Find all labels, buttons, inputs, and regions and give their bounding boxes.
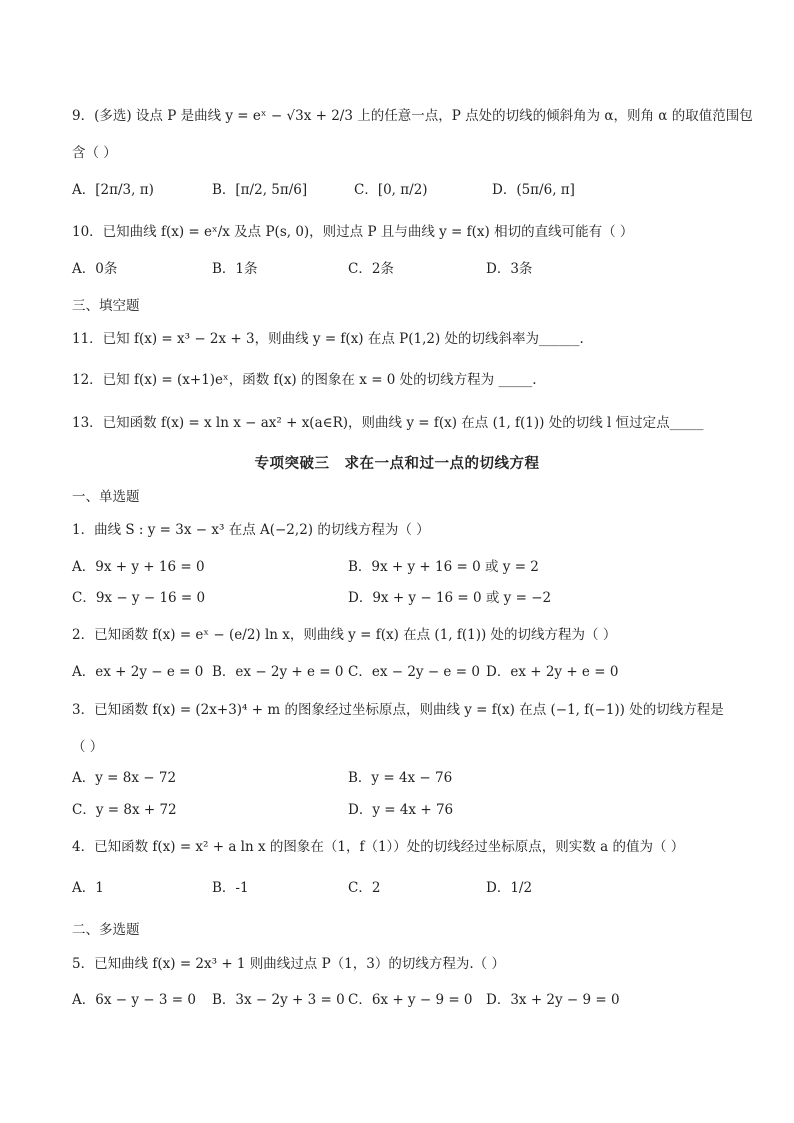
single-q3-stem-line2: （ ）: [72, 739, 104, 755]
question-9-option-d: D．(5π/6, π]: [492, 182, 575, 198]
single-q4-option-a: A．1: [72, 880, 104, 896]
single-q3-option-c: C．y = 8x + 72: [72, 802, 177, 818]
question-9-option-c: C．[0, π/2): [354, 182, 428, 198]
question-9-stem-line1: 9．(多选) 设点 P 是曲线 y = eˣ − √3x + 2/3 上的任意一点，P 点处的切线的倾斜角为 α，则角 α 的取值范围包: [72, 108, 753, 124]
section-fill-in-heading: 三、填空题: [72, 298, 140, 314]
single-q3-option-b: B．y = 4x − 76: [348, 770, 453, 786]
single-q2-option-c: C．ex − 2y − e = 0: [348, 664, 480, 680]
single-q4-option-b: B．-1: [212, 880, 249, 896]
single-q1-stem: 1．曲线 S : y = 3x − x³ 在点 A(−2,2) 的切线方程为（ ）: [72, 522, 430, 538]
question-12: 12．已知 f(x) = (x+1)eˣ，函数 f(x) 的图象在 x = 0 处的切线方程为 _____.: [72, 372, 537, 388]
topic-title: 专项突破三 求在一点和过一点的切线方程: [254, 455, 540, 472]
question-10-option-c: C．2条: [348, 261, 394, 277]
multi-q5-option-a: A．6x − y − 3 = 0: [72, 992, 196, 1008]
section-multi-choice-heading: 二、多选题: [72, 922, 140, 938]
single-q4-stem: 4．已知函数 f(x) = x² + a ln x 的图象在（1，f（1））处的切线经过坐标原点，则实数 a 的值为（ ）: [72, 839, 685, 855]
multi-q5-option-b: B．3x − 2y + 3 = 0: [212, 992, 345, 1008]
question-10-option-d: D．3条: [486, 261, 533, 277]
question-9-option-a: A．[2π/3, π): [72, 182, 154, 198]
multi-q5-option-c: C．6x + y − 9 = 0: [348, 992, 473, 1008]
single-q1-option-b: B．9x + y + 16 = 0 或 y = 2: [348, 559, 539, 575]
single-q2-option-d: D．ex + 2y + e = 0: [486, 664, 619, 680]
question-9-stem-line2: 含（ ）: [72, 145, 117, 161]
question-10-option-b: B．1条: [212, 261, 258, 277]
single-q3-option-d: D．y = 4x + 76: [348, 802, 454, 818]
question-9-option-b: B．[π/2, 5π/6]: [212, 182, 308, 198]
single-q4-option-c: C．2: [348, 880, 381, 896]
question-11: 11．已知 f(x) = x³ − 2x + 3，则曲线 y = f(x) 在点 P(1,2) 处的切线斜率为______.: [72, 331, 584, 347]
single-q2-stem: 2．已知函数 f(x) = eˣ − (e/2) ln x，则曲线 y = f(x) 在点 (1, f(1)) 处的切线方程为（ ）: [72, 627, 617, 643]
question-10-stem: 10．已知曲线 f(x) = eˣ/x 及点 P(s, 0)，则过点 P 且与曲线 y = f(x) 相切的直线可能有（ ）: [72, 224, 634, 240]
question-13: 13．已知函数 f(x) = x ln x − ax² + x(a∈R)，则曲线 y = f(x) 在点 (1, f(1)) 处的切线 l 恒过定点_____: [72, 415, 704, 431]
question-10-option-a: A．0条: [72, 261, 118, 277]
single-q4-option-d: D．1/2: [486, 880, 533, 896]
single-q1-option-a: A．9x + y + 16 = 0: [72, 559, 205, 575]
single-q1-option-c: C．9x − y − 16 = 0: [72, 590, 206, 606]
multi-q5-stem: 5．已知曲线 f(x) = 2x³ + 1 则曲线过点 P（1，3）的切线方程为.（ ）: [72, 956, 505, 972]
multi-q5-option-d: D．3x + 2y − 9 = 0: [486, 992, 620, 1008]
single-q2-option-a: A．ex + 2y − e = 0: [72, 664, 204, 680]
single-q1-option-d: D．9x + y − 16 = 0 或 y = −2: [348, 590, 552, 606]
single-q3-option-a: A．y = 8x − 72: [72, 770, 177, 786]
section-single-choice-heading: 一、单选题: [72, 489, 140, 505]
single-q2-option-b: B．ex − 2y + e = 0: [212, 664, 344, 680]
single-q3-stem-line1: 3．已知函数 f(x) = (2x+3)⁴ + m 的图象经过坐标原点，则曲线 y = f(x) 在点 (−1, f(−1)) 处的切线方程是: [72, 702, 724, 718]
